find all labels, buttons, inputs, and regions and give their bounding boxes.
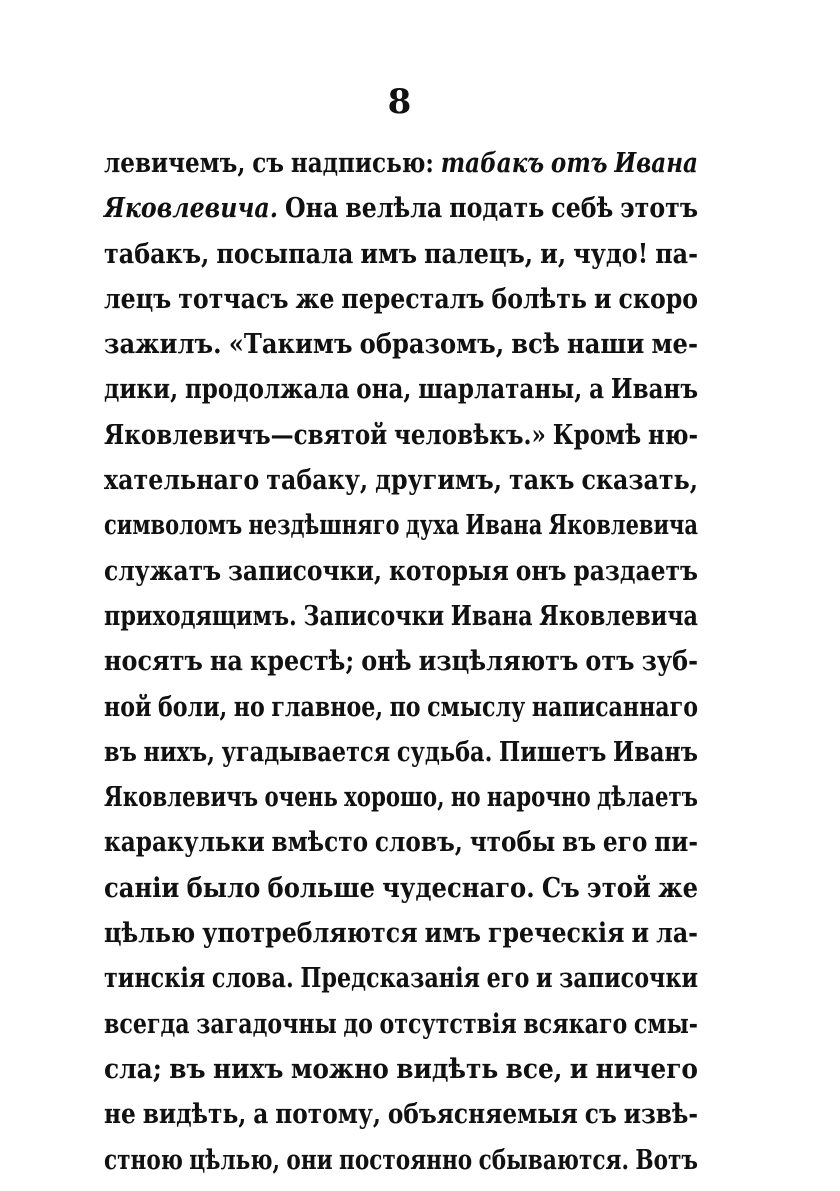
word: Кромѣ <box>552 419 642 451</box>
word: и <box>535 963 553 995</box>
word: Съ <box>541 872 580 904</box>
word: и <box>593 283 612 315</box>
word: а <box>589 374 605 406</box>
word: чтобы <box>469 827 556 859</box>
word: имъ <box>360 238 418 270</box>
word: судьба. <box>396 736 493 768</box>
word: крестѣ; <box>249 646 355 678</box>
page-number: 8 <box>387 82 413 122</box>
text-line <box>104 186 698 231</box>
word: сла; <box>104 1053 162 1085</box>
word: которыя <box>388 555 509 587</box>
word: Предсказанія <box>300 963 481 995</box>
word: по <box>389 691 421 723</box>
word: они <box>286 1144 333 1176</box>
word: все, <box>505 1053 563 1085</box>
word: отъ <box>585 646 635 678</box>
text-line <box>104 503 698 548</box>
text-line <box>104 775 698 820</box>
word: всѣ <box>511 329 560 361</box>
word: сказать, <box>581 465 698 497</box>
word: тинскія <box>104 963 206 995</box>
word: Яковлевича <box>539 600 698 632</box>
word: ме- <box>651 329 698 361</box>
text-line <box>104 141 698 186</box>
word: Пишетъ <box>499 736 607 768</box>
word: хорошо, <box>344 782 445 814</box>
word: а <box>253 1099 269 1131</box>
word: стною <box>104 1144 183 1176</box>
italic-word: Яковлевича. <box>104 193 278 225</box>
word: до <box>343 1008 373 1040</box>
word: ню- <box>648 419 698 451</box>
text-line <box>104 685 698 730</box>
word: сбываются. <box>478 1144 629 1176</box>
text-line <box>104 730 698 775</box>
word: ной <box>104 691 152 723</box>
word: цѣлью <box>104 918 196 950</box>
word: символомъ <box>104 510 243 542</box>
word: онъ <box>515 555 567 587</box>
word: пи- <box>654 827 698 859</box>
text-line <box>104 1092 698 1137</box>
word: посыпала <box>216 238 354 270</box>
word: ничего <box>595 1053 698 1085</box>
word: Яковлевичъ—святой <box>104 419 388 451</box>
word: главное, <box>271 691 384 723</box>
word: нездѣшняго <box>248 510 400 542</box>
word: этотъ <box>620 193 698 225</box>
word: же <box>295 283 335 315</box>
word: Ивана <box>450 600 533 632</box>
word: раздаетъ <box>573 555 698 587</box>
word: больше <box>267 872 375 904</box>
word: Яковлевича <box>548 510 698 542</box>
word: и <box>631 918 650 950</box>
word: чудо! <box>573 238 649 270</box>
word: записочки, <box>227 555 383 587</box>
text-line <box>104 232 698 277</box>
word: греческія <box>487 918 625 950</box>
text-line <box>104 367 698 412</box>
text-line <box>104 866 698 911</box>
text-line <box>104 1138 698 1183</box>
word: каракульки <box>104 827 265 859</box>
word: этой <box>586 872 651 904</box>
word: такъ <box>509 465 575 497</box>
text-line <box>104 1047 698 1092</box>
word: отсутствія <box>379 1008 517 1040</box>
word: но <box>233 691 265 723</box>
word: употребляются <box>202 918 418 950</box>
word: табаку, <box>266 465 369 497</box>
word: зуб- <box>641 646 698 678</box>
word: нарочно <box>486 782 591 814</box>
word: приходящимъ. <box>104 600 297 632</box>
word: объясняемыя <box>387 1099 578 1131</box>
text-line <box>104 277 698 322</box>
word: съ <box>252 148 284 179</box>
word: хательнаго <box>104 465 260 497</box>
word: носятъ <box>104 646 203 678</box>
word: она, <box>356 374 412 406</box>
word: дѣлаетъ <box>597 782 698 814</box>
word: потому, <box>275 1099 381 1131</box>
word: не <box>104 1099 136 1131</box>
word: угадывается <box>221 736 391 768</box>
word: Иванъ <box>613 736 698 768</box>
word: ла- <box>656 918 698 950</box>
word: на <box>209 646 243 678</box>
word: велѣла <box>345 193 443 225</box>
word: очень <box>264 782 338 814</box>
word: Записочки <box>303 600 445 632</box>
text-line <box>104 549 698 594</box>
word: изцѣляютъ <box>418 646 579 678</box>
word: и <box>569 1053 589 1085</box>
word: другимъ, <box>375 465 502 497</box>
word: шарлатаны, <box>418 374 583 406</box>
word: Ивана <box>465 510 543 542</box>
word: цѣлью, <box>189 1144 281 1176</box>
word: саніи <box>104 872 180 904</box>
italic-word: отъ <box>550 148 608 179</box>
word: боли, <box>157 691 228 723</box>
word: тотчасъ <box>178 283 289 315</box>
word: и, <box>540 238 567 270</box>
word: чудеснаго. <box>382 872 535 904</box>
word: его <box>486 963 530 995</box>
word: въ <box>169 1053 206 1085</box>
word: вмѣсто <box>271 827 369 859</box>
word: же <box>658 872 698 904</box>
text-line <box>104 639 698 684</box>
word: записочки <box>559 963 698 995</box>
word: духа <box>405 510 460 542</box>
word: словъ, <box>374 827 463 859</box>
text-line <box>104 458 698 503</box>
word: видѣть, <box>142 1099 247 1131</box>
word: съ <box>584 1099 617 1131</box>
word: табакъ, <box>104 238 210 270</box>
word: его <box>602 827 648 859</box>
word: было <box>186 872 261 904</box>
word: Вотъ <box>635 1144 698 1176</box>
word: служатъ <box>104 555 222 587</box>
word: «Такимъ <box>228 329 353 361</box>
word: всегда <box>104 1008 190 1040</box>
word: левичемъ, <box>104 148 246 179</box>
word: видѣть <box>396 1053 499 1085</box>
word: зажилъ. <box>104 329 222 361</box>
word: Яковлевичъ <box>104 782 259 814</box>
word: всякаго <box>523 1008 628 1040</box>
word: надписью: <box>290 148 434 179</box>
word: но <box>450 782 481 814</box>
text-line <box>104 820 698 865</box>
word: нихъ, <box>143 736 215 768</box>
word: въ <box>562 827 597 859</box>
word: смы- <box>633 1008 698 1040</box>
text-line <box>104 956 698 1001</box>
word: себѣ <box>551 193 614 225</box>
word: имъ <box>424 918 481 950</box>
italic-word: табакъ <box>440 148 545 179</box>
text-line <box>104 594 698 639</box>
text-line <box>104 911 698 956</box>
word: скоро <box>618 283 698 315</box>
word: наши <box>567 329 645 361</box>
word: загадочны <box>196 1008 337 1040</box>
word: лецъ <box>104 283 172 315</box>
word: въ <box>104 736 137 768</box>
italic-word: Ивана <box>614 148 698 179</box>
word: палецъ, <box>424 238 534 270</box>
word: Она <box>284 193 339 225</box>
word: болѣть <box>491 283 587 315</box>
word: извѣ- <box>623 1099 698 1131</box>
word: можно <box>290 1053 389 1085</box>
word: продолжала <box>184 374 350 406</box>
body-text <box>104 141 698 1183</box>
text-line <box>104 322 698 367</box>
text-line <box>104 1002 698 1047</box>
word: смыслу <box>427 691 526 723</box>
word: слова. <box>211 963 294 995</box>
word: постоянно <box>339 1144 473 1176</box>
text-line <box>104 413 698 458</box>
word: подать <box>449 193 545 225</box>
word: пересталъ <box>341 283 485 315</box>
word: Иванъ <box>610 374 698 406</box>
word: па- <box>655 238 698 270</box>
word: дики, <box>104 374 179 406</box>
word: образомъ, <box>359 329 505 361</box>
word: нихъ <box>212 1053 284 1085</box>
word: онѣ <box>361 646 412 678</box>
word: написаннаго <box>531 691 698 723</box>
word: человѣкъ.» <box>394 419 546 451</box>
